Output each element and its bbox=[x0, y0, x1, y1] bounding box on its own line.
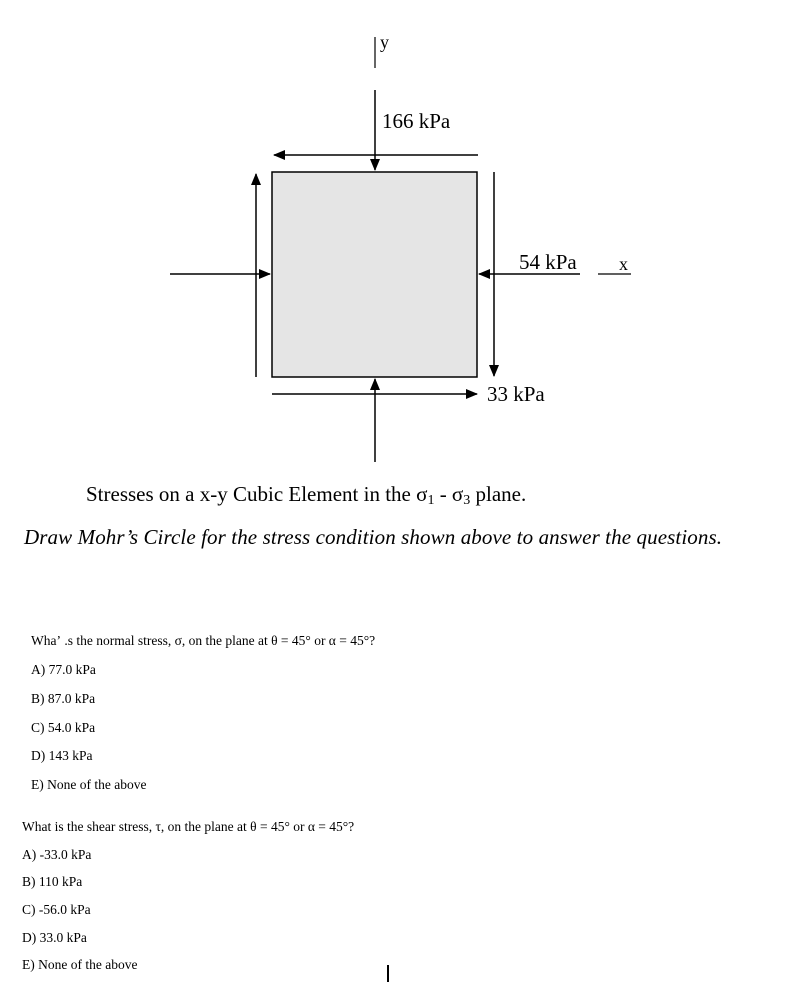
stress-element-diagram bbox=[0, 0, 803, 470]
question-1-option-a[interactable]: A) 77.0 kPa bbox=[31, 662, 96, 677]
question-2-option-c[interactable]: C) -56.0 kPa bbox=[22, 902, 91, 917]
right-stress-label: 54 kPa bbox=[519, 250, 577, 274]
diagram-caption: Stresses on a x-y Cubic Element in the $\sigma_1 - \sigma_3$ plane. bbox=[86, 482, 527, 508]
top-stress-label: 166 kPa bbox=[382, 109, 451, 133]
question-1-text: Whaʼ .s the normal stress, σ, on the plane at θ = 45° or α = 45°? bbox=[31, 633, 376, 648]
question-2-option-e[interactable]: E) None of the above bbox=[22, 957, 138, 972]
question-1-option-b[interactable]: B) 87.0 kPa bbox=[31, 691, 96, 706]
x-axis-label: x bbox=[619, 254, 628, 274]
question-1-option-c[interactable]: C) 54.0 kPa bbox=[31, 720, 96, 735]
question-2-option-b[interactable]: B) 110 kPa bbox=[22, 874, 83, 889]
text-cursor bbox=[387, 965, 389, 982]
question-1-option-d[interactable]: D) 143 kPa bbox=[31, 748, 93, 763]
question-1-option-e[interactable]: E) None of the above bbox=[31, 777, 147, 792]
shear-stress-label: 33 kPa bbox=[487, 382, 545, 406]
instruction-text: Draw Mohr’s Circle for the stress condition shown above to answer the questions. bbox=[24, 525, 723, 549]
question-2-text: What is the shear stress, τ, on the plane at θ = 45° or α = 45°? bbox=[22, 819, 355, 834]
question-2-option-d[interactable]: D) 33.0 kPa bbox=[22, 930, 87, 945]
y-axis-label: y bbox=[380, 32, 389, 52]
cubic-element bbox=[272, 172, 477, 377]
question-2-option-a[interactable]: A) -33.0 kPa bbox=[22, 847, 92, 862]
